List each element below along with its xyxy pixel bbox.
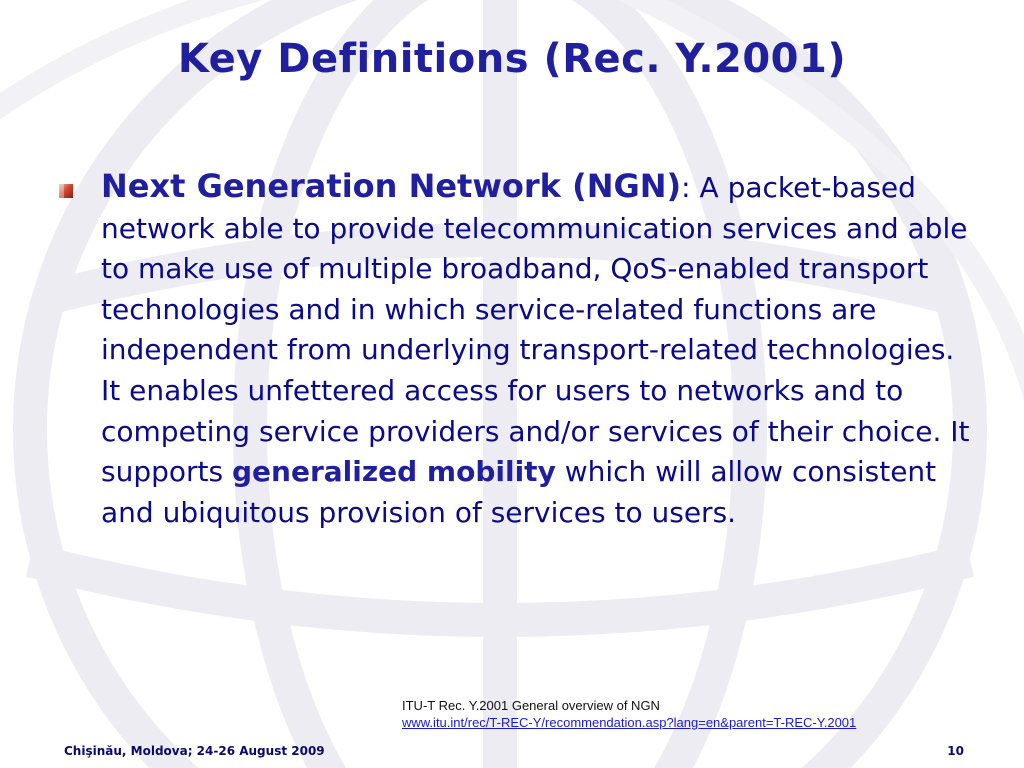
- reference-block: [402, 697, 856, 731]
- definition-term: Next Generation Network (NGN): [101, 167, 682, 205]
- reference-title: ITU-T Rec. Y.2001 General overview of NGN: [402, 698, 660, 713]
- reference-link[interactable]: www.itu.int/rec/T-REC-Y/recommendation.asp?lang=en&parent=T-REC-Y.2001: [402, 715, 857, 730]
- definition-text: A packet-based network able to provide telecommunication services and able to make use of multiple broadband, QoS-enabled transport technologies and in which service-related functions are independent from underlying transport-related technologies. It enables unfettered access for users to networks and to competing service providers and/or services of their choice. It supports: [101, 171, 970, 489]
- definition-text-end: which will allow consistent and ubiquitous provision of services to users.: [101, 455, 937, 529]
- definition-emphasis: generalized mobility: [232, 455, 556, 489]
- definition-colon: :: [681, 171, 691, 204]
- red-square-bullet-icon: [59, 184, 73, 198]
- footer-location: Chişinău, Moldova; 24-26 August 2009: [64, 744, 325, 758]
- slide-title: Key Definitions (Rec. Y.2001): [177, 36, 847, 82]
- page-number: 10: [947, 744, 964, 758]
- ngn-definition: [101, 166, 981, 533]
